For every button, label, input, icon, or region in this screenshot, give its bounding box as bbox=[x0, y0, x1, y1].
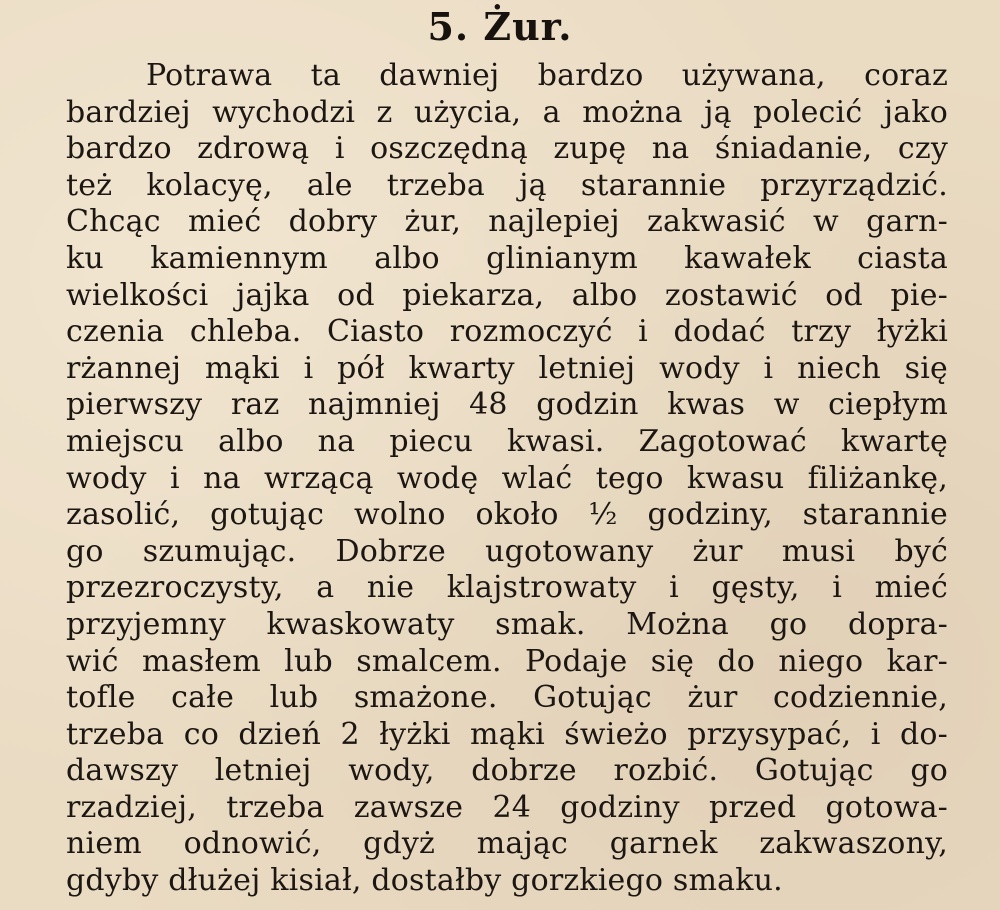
paragraph-line: też kolacyę, ale trzeba ją starannie przyrządzić. bbox=[66, 167, 948, 203]
paragraph-line: bardzo zdrową i oszczędną zupę na śniadanie, czy bbox=[66, 131, 948, 167]
paragraph-line: tofle całe lub smażone. Gotując żur codziennie, bbox=[66, 680, 948, 716]
paragraph-line: zasolić, gotując wolno około ½ godziny, starannie bbox=[66, 497, 948, 533]
paragraph-line: go szumując. Dobrze ugotowany żur musi być bbox=[66, 533, 948, 569]
paragraph-line: przezroczysty, a nie klajstrowaty i gęsty, i mieć bbox=[66, 570, 948, 606]
paragraph-line: trzeba co dzień 2 łyżki mąki świeżo przysypać, i do- bbox=[66, 716, 948, 752]
paragraph-line: niem odnowić, gdyż mając garnek zakwaszony, bbox=[66, 826, 948, 862]
recipe-body bbox=[66, 58, 948, 900]
paragraph-line: Potrawa ta dawniej bardzo używana, coraz bbox=[146, 58, 948, 93]
paragraph-line: czenia chleba. Ciasto rozmoczyć i dodać trzy łyżki bbox=[66, 314, 948, 350]
paragraph-line: gdyby dłużej kisiał, dostałby gorzkiego smaku. bbox=[66, 863, 783, 899]
paragraph-line: przyjemny kwaskowaty smak. Można go dopra- bbox=[66, 606, 948, 642]
paragraph-line: wody i na wrzącą wodę wlać tego kwasu filiżankę, bbox=[66, 460, 948, 496]
paragraph-line: ku kamiennym albo glinianym kawałek ciasta bbox=[66, 240, 948, 276]
paragraph-line: rzadziej, trzeba zawsze 24 godziny przed gotowa- bbox=[66, 789, 948, 825]
paragraph-line: pierwszy raz najmniej 48 godzin kwas w ciepłym bbox=[66, 387, 948, 423]
paragraph-line: miejscu albo na piecu kwasi. Zagotować kwartę bbox=[66, 423, 948, 459]
paragraph-line: dawszy letniej wody, dobrze rozbić. Gotując go bbox=[66, 753, 948, 789]
paragraph-line: Chcąc mieć dobry żur, najlepiej zakwasić w garn- bbox=[66, 204, 948, 240]
paragraph-line: wić masłem lub smalcem. Podaje się do niego kar- bbox=[66, 643, 948, 679]
paragraph-line: bardziej wychodzi z użycia, a można ją polecić jako bbox=[66, 94, 948, 130]
recipe-title: 5. Żur. bbox=[427, 4, 573, 49]
paragraph-line: rżannej mąki i pół kwarty letniej wody i niech się bbox=[66, 350, 948, 386]
paragraph-line: wielkości jajka od piekarza, albo zostawić od pie- bbox=[66, 277, 948, 313]
